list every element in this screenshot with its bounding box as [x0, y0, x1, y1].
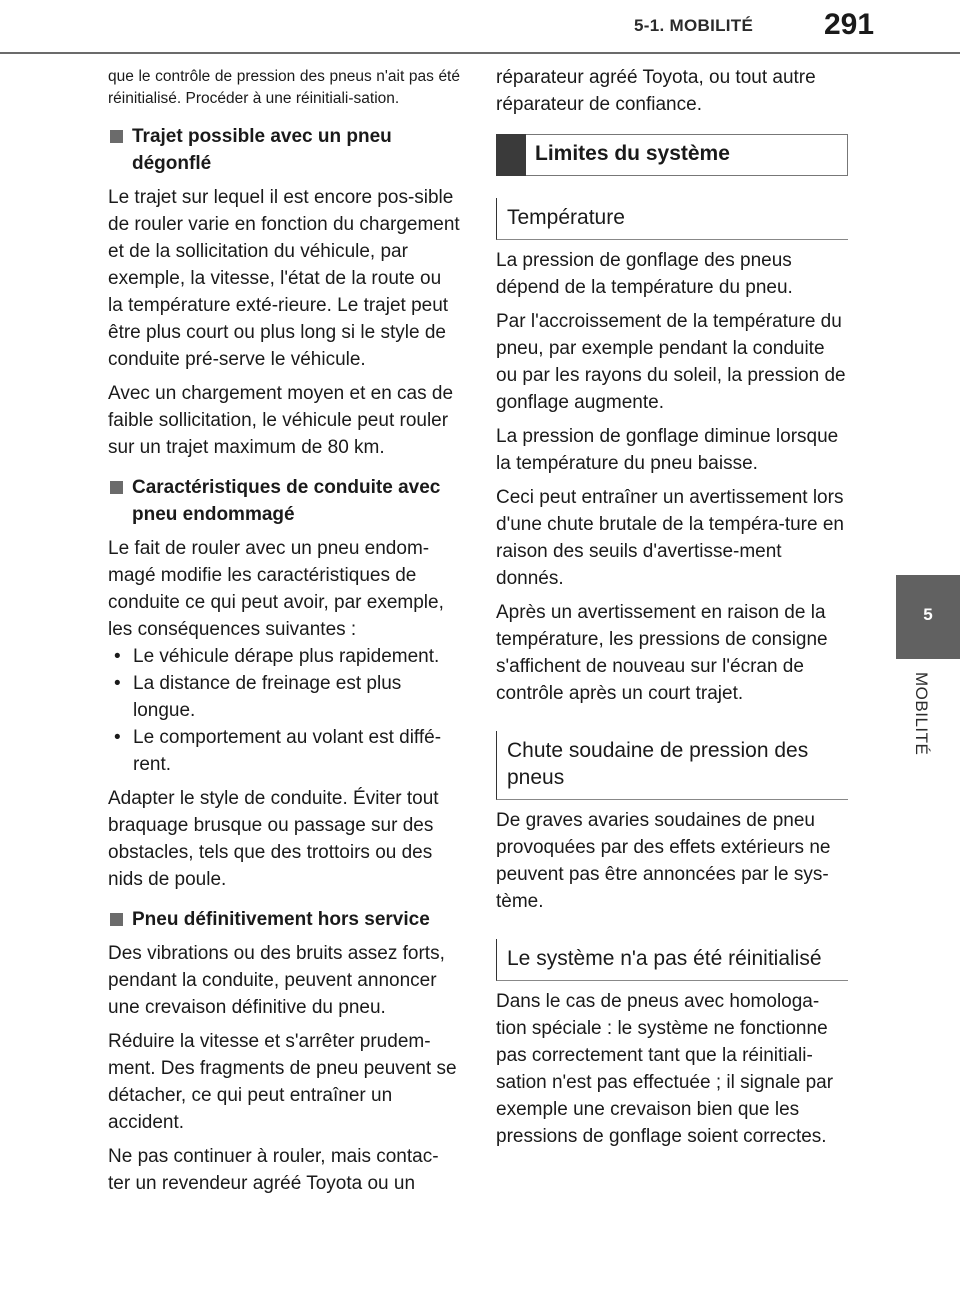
section-title: 5-1. MOBILITÉ: [634, 16, 754, 35]
subhead-text: Pneu définitivement hors service: [132, 909, 430, 930]
heading-bar: [496, 134, 526, 176]
page-number: 291: [824, 8, 875, 41]
subhead-text: Trajet possible avec un pneu dégonflé: [132, 126, 392, 174]
right-column: [496, 64, 848, 1150]
paragraph: Réduire la vitesse et s'arrêter prudem-ment. Des fragments de pneu peuvent se détacher, ce qui peut entraîner un accident.: [108, 1031, 457, 1133]
left-column: [108, 64, 460, 1197]
section-heading-sudden-pressure-drop: Chute soudaine de pression des pneus: [496, 731, 848, 800]
paragraph: Ne pas continuer à rouler, mais contac-ter un revendeur agréé Toyota ou un: [108, 1146, 439, 1194]
paragraph: Le trajet sur lequel il est encore pos-sible de rouler varie en fonction du chargement et de la sollicitation du véhicule, par exemple, la vitesse, l'état de la route ou la température exté-rieure. Le trajet peut être plus court ou plus long si le style de conduite pré-serve le véhicule.: [108, 187, 460, 370]
square-bullet-icon: [110, 913, 123, 926]
paragraph: La pression de gonflage diminue lorsque la température du pneu baisse.: [496, 426, 839, 474]
list-item: • Le comportement au volant est diffé-rent.: [108, 724, 460, 778]
header-rule: [0, 52, 960, 54]
subhead-tire-out-of-service: [108, 906, 460, 933]
paragraph: Adapter le style de conduite. Éviter tout braquage brusque ou passage sur des obstacles, tels que des trottoirs ou des nids de poule.: [108, 788, 439, 890]
paragraph: Après un avertissement en raison de la température, les pressions de consigne s'affichent de nouveau sur l'écran de contrôle après un court trajet.: [496, 602, 828, 704]
list-item: • La distance de freinage est plus longue.: [108, 670, 460, 724]
box-heading-text: Limites du système: [535, 142, 730, 165]
paragraph: De graves avaries soudaines de pneu provoquées par des effets extérieurs ne peuvent pas être annoncées par le sys-tème.: [496, 810, 831, 912]
paragraph: réparateur agréé Toyota, ou tout autre réparateur de confiance.: [496, 67, 816, 115]
paragraph: Des vibrations ou des bruits assez forts, pendant la conduite, peuvent annoncer une crevaison définitive du pneu.: [108, 943, 445, 1018]
square-bullet-icon: [110, 481, 123, 494]
paragraph: Le fait de rouler avec un pneu endom-magé modifie les caractéristiques de conduite ce qui peut avoir, par exemple, les conséquences suivantes :: [108, 538, 444, 640]
paragraph: Avec un chargement moyen et en cas de faible sollicitation, le véhicule peut rouler sur un trajet maximum de 80 km.: [108, 383, 454, 458]
subhead-flat-tire-distance: [108, 123, 460, 177]
subhead-text: Caractéristiques de conduite avec pneu endommagé: [132, 477, 441, 525]
paragraph: Dans le cas de pneus avec homologa-tion spéciale : le système ne fonctionne pas correctement tant que la réinitiali-sation n'est pas effectuée ; il signale par exemple une crevaison bien que les pressions de gonflage soient correctes.: [496, 991, 834, 1147]
paragraph: Par l'accroissement de la température du pneu, par exemple pendant la conduite ou par les rayons du soleil, la pression de gonflage augmente.: [496, 311, 846, 413]
intro-text: que le contrôle de pression des pneus n'ait pas été réinitialisé. Procéder à une réinitiali-sation.: [108, 68, 460, 107]
chapter-label: MOBILITÉ: [912, 672, 931, 756]
chapter-tab: [896, 575, 960, 659]
section-heading-not-reset: Le système n'a pas été réinitialisé: [496, 939, 848, 981]
chapter-number: 5: [923, 605, 933, 624]
page-header: [0, 0, 960, 54]
consequences-list: [108, 643, 460, 778]
subhead-driving-characteristics: [108, 474, 460, 528]
square-bullet-icon: [110, 130, 123, 143]
box-heading-system-limits: [496, 134, 848, 176]
section-heading-temperature: Température: [496, 198, 848, 240]
list-item: • Le véhicule dérape plus rapidement.: [108, 643, 460, 670]
paragraph: La pression de gonflage des pneus dépend de la température du pneu.: [496, 250, 793, 298]
paragraph: Ceci peut entraîner un avertissement lors d'une chute brutale de la tempéra-ture en raison des seuils d'avertisse-ment donnés.: [496, 487, 844, 589]
